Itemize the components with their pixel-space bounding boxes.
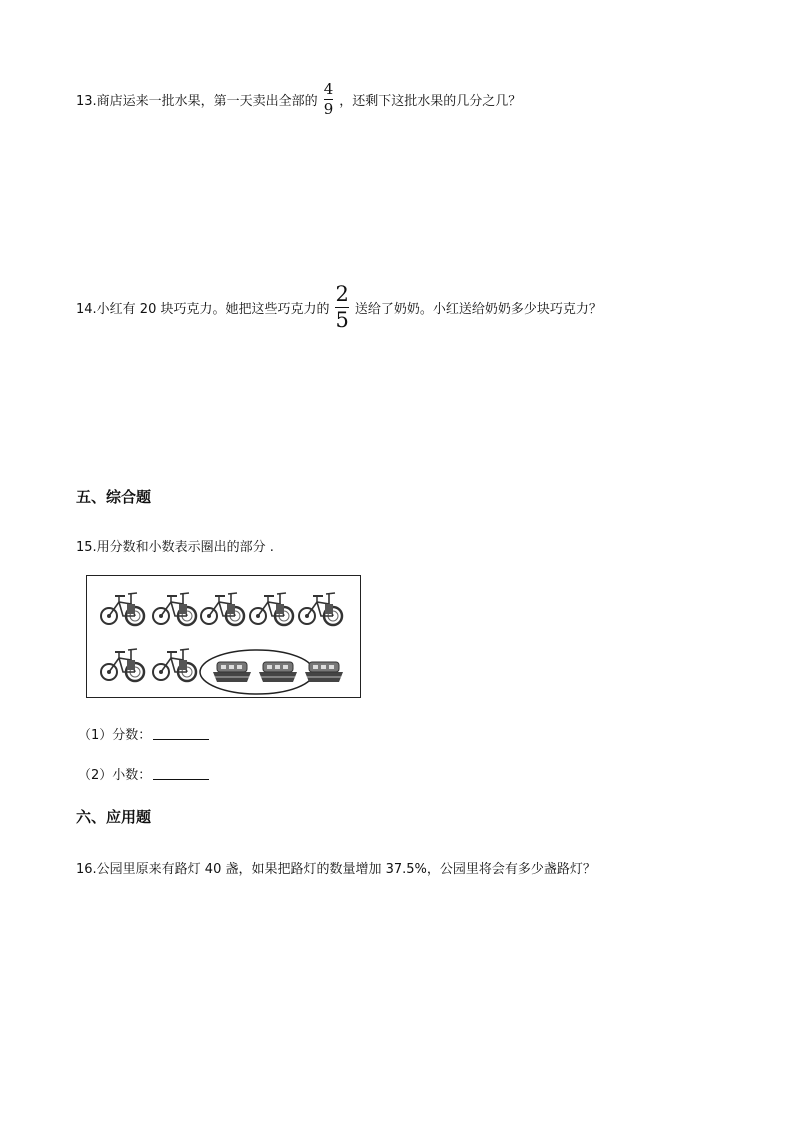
bicycle-icon <box>250 593 293 625</box>
bicycle-icon <box>153 649 196 681</box>
question-16-text: 16.公园里原来有路灯 40 盏，如果把路灯的数量增加 37.5%，公园里将会有多少盏路灯？ <box>76 862 596 877</box>
sub-1-label: （1）分数： <box>78 728 152 743</box>
question-15-text: 15.用分数和小数表示圈出的部分 . <box>76 540 274 555</box>
bicycles-boats-figure <box>86 575 361 698</box>
bicycle-icon <box>101 593 144 625</box>
decimal-answer-blank[interactable] <box>153 767 209 780</box>
question-14 <box>76 284 602 331</box>
section-5-heading: 五、综合题 <box>76 488 152 506</box>
question-13-text-before: 13.商店运来一批水果，第一天卖出全部的 <box>76 94 318 109</box>
fraction-denominator: 9 <box>323 100 334 118</box>
fraction-numerator: 2 <box>335 282 349 306</box>
fraction-2-5 <box>335 284 348 331</box>
question-15-sub-1 <box>78 724 209 743</box>
fraction-denominator: 5 <box>335 308 349 332</box>
question-14-text-after: 送给了奶奶。小红送给奶奶多少块巧克力？ <box>354 302 602 317</box>
question-13 <box>76 82 521 117</box>
figure-drawing <box>87 576 359 696</box>
fraction-answer-blank[interactable] <box>153 727 209 740</box>
question-14-text-before: 14.小红有 20 块巧克力。她把这些巧克力的 <box>76 302 330 317</box>
boat-icon <box>213 662 251 682</box>
fraction-numerator: 4 <box>323 80 334 98</box>
bicycle-icon <box>299 593 342 625</box>
question-15 <box>76 536 274 555</box>
question-16 <box>76 858 596 877</box>
bicycle-icon <box>201 593 244 625</box>
question-13-text-after: ，还剩下这批水果的几分之几？ <box>339 94 522 109</box>
fraction-4-9 <box>324 82 334 117</box>
section-6-heading: 六、应用题 <box>76 808 152 826</box>
boat-icon <box>259 662 297 682</box>
bicycle-icon <box>153 593 196 625</box>
boat-icon <box>305 662 343 682</box>
bicycle-icon <box>101 649 144 681</box>
sub-2-label: （2）小数： <box>78 768 152 783</box>
question-15-sub-2 <box>78 764 209 783</box>
